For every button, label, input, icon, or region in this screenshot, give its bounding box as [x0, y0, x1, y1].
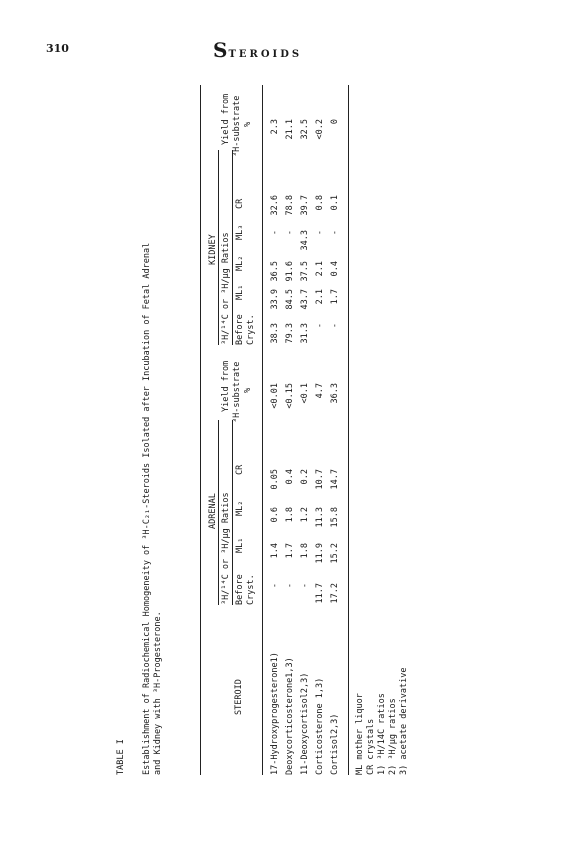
adrenal-yield-cell: <0.15 — [285, 383, 295, 409]
adrenal-yield-3: % — [243, 387, 253, 393]
kidney-cell: 34.3 — [300, 230, 310, 251]
adrenal-cell: 11.3 — [315, 507, 325, 528]
rule-adrenal-sub — [232, 420, 233, 605]
row-steroid-name: Deoxycorticosterone1,3) — [285, 657, 295, 775]
kidney-cell: 78.8 — [285, 195, 295, 216]
adrenal-cell: 0.2 — [300, 469, 310, 485]
footnote: 2) ³H/μg ratios — [388, 698, 398, 775]
kidney-cryst: Cryst. — [246, 314, 256, 345]
rule-bottom — [348, 85, 349, 775]
kidney-cell: 84.5 — [285, 289, 295, 310]
kidney-cell: 38.3 — [270, 323, 280, 344]
adrenal-cell: 0.05 — [270, 469, 280, 490]
adrenal-cell: 14.7 — [330, 469, 340, 490]
kidney-ml1: ML₁ — [235, 284, 245, 300]
footnote: CR crystals — [366, 718, 376, 775]
rule-header — [262, 85, 263, 775]
kidney-ml2: ML₂ — [235, 255, 245, 271]
adrenal-cell: 0.4 — [285, 469, 295, 485]
kidney-ml3: ML₃ — [235, 224, 245, 240]
rule-kidney — [218, 150, 219, 345]
adrenal-yield-cell: <0.1 — [300, 383, 310, 404]
kidney-ratio-header: ³H/¹⁴C or ³H/μg Ratios — [221, 232, 231, 345]
col-steroid: STEROID — [234, 679, 244, 715]
kidney-cell: 32.6 — [270, 195, 280, 216]
adrenal-cell: 15.2 — [330, 543, 340, 564]
adrenal-cell: 11.7 — [315, 583, 325, 604]
running-head-initial: S — [213, 38, 229, 62]
group-adrenal: ADRENAL — [208, 493, 218, 529]
kidney-yield-2: ³H-substrate — [232, 95, 242, 157]
kidney-cell: 36.5 — [270, 261, 280, 282]
kidney-cell: 39.7 — [300, 195, 310, 216]
footnote: 1) ³H/14C ratios — [377, 693, 387, 775]
kidney-cell: 0.1 — [330, 195, 340, 211]
caption-line-2: and Kidney with ³H-Progesterone. — [153, 611, 163, 775]
adrenal-cell: - — [300, 583, 310, 589]
kidney-cell: 2.1 — [315, 289, 325, 305]
adrenal-cell: 1.2 — [300, 507, 310, 523]
adrenal-cell: 1.7 — [285, 543, 295, 559]
kidney-yield-3: % — [243, 121, 253, 127]
adrenal-cell: 10.7 — [315, 469, 325, 490]
table-label: TABLE I — [116, 739, 126, 775]
adrenal-cell: 1.8 — [300, 543, 310, 559]
group-kidney: KIDNEY — [208, 234, 218, 265]
kidney-cell: - — [330, 230, 340, 236]
kidney-cell: - — [285, 230, 295, 236]
kidney-cell: 0.8 — [315, 195, 325, 211]
adrenal-yield-1: Yield from — [221, 360, 231, 412]
kidney-yield-cell: 0 — [330, 119, 340, 125]
kidney-yield-1: Yield from — [221, 93, 231, 145]
adrenal-yield-2: ³H-substrate — [232, 361, 242, 423]
kidney-yield-cell: 21.1 — [285, 119, 295, 140]
kidney-cell: - — [330, 323, 340, 329]
running-head-rest: TEROIDS — [228, 49, 303, 60]
rule-kidney-sub — [232, 150, 233, 345]
adrenal-cell: 15.8 — [330, 507, 340, 528]
kidney-cell: 2.1 — [315, 261, 325, 277]
kidney-cell: 37.5 — [300, 261, 310, 282]
adrenal-cell: 1.4 — [270, 543, 280, 559]
adrenal-yield-cell: <0.01 — [270, 383, 280, 409]
kidney-cell: 31.3 — [300, 323, 310, 344]
kidney-yield-cell: 2.3 — [270, 119, 280, 135]
rule-adrenal — [218, 420, 219, 605]
adrenal-cr: CR — [235, 464, 245, 475]
adrenal-cell: 11.9 — [315, 543, 325, 564]
kidney-yield-cell: <0.2 — [315, 119, 325, 140]
footnote: 3) acetate derivative — [399, 667, 409, 775]
kidney-yield-cell: 32.5 — [300, 119, 310, 140]
rotated-table — [116, 85, 461, 775]
kidney-before: Before — [235, 314, 245, 345]
adrenal-yield-cell: 36.3 — [330, 383, 340, 404]
row-steroid-name: Corticosterone 1,3) — [315, 677, 325, 775]
page-number: 310 — [46, 42, 69, 55]
kidney-cell: 1.7 — [330, 289, 340, 305]
adrenal-ratio-header: ³H/¹⁴C or ³H/μg Ratios — [221, 492, 231, 605]
adrenal-cell: - — [270, 583, 280, 589]
row-steroid-name: 11-Deoxycortisol2,3) — [300, 672, 310, 775]
footnote: ML mother liquor — [355, 693, 365, 775]
adrenal-before: Before — [235, 574, 245, 605]
adrenal-ml1: ML₁ — [235, 537, 245, 553]
kidney-cell: 79.3 — [285, 323, 295, 344]
kidney-cell: - — [315, 323, 325, 329]
adrenal-cryst: Cryst. — [246, 574, 256, 605]
running-head — [213, 38, 302, 62]
adrenal-cell: 17.2 — [330, 583, 340, 604]
adrenal-cell: 1.8 — [285, 507, 295, 523]
kidney-cell: - — [270, 230, 280, 236]
adrenal-ml2: ML₂ — [235, 500, 245, 516]
kidney-cell: 0.4 — [330, 261, 340, 277]
row-steroid-name: 17-Hydroxyprogesterone1) — [270, 652, 280, 775]
kidney-cell: 33.9 — [270, 289, 280, 310]
kidney-cell: - — [315, 230, 325, 236]
caption-line-1: Establishment of Radiochemical Homogeneity of ³H-C₂₁-Steroids Isolated after Incubation of Fetal Adrenal — [142, 242, 152, 775]
row-steroid-name: Cortisol2,3) — [330, 713, 340, 775]
kidney-cell: 91.6 — [285, 261, 295, 282]
kidney-cr: CR — [235, 198, 245, 209]
adrenal-cell: - — [285, 583, 295, 589]
adrenal-cell: 0.6 — [270, 507, 280, 523]
kidney-cell: 43.7 — [300, 289, 310, 310]
rule-top — [200, 85, 201, 775]
adrenal-yield-cell: 4.7 — [315, 383, 325, 399]
